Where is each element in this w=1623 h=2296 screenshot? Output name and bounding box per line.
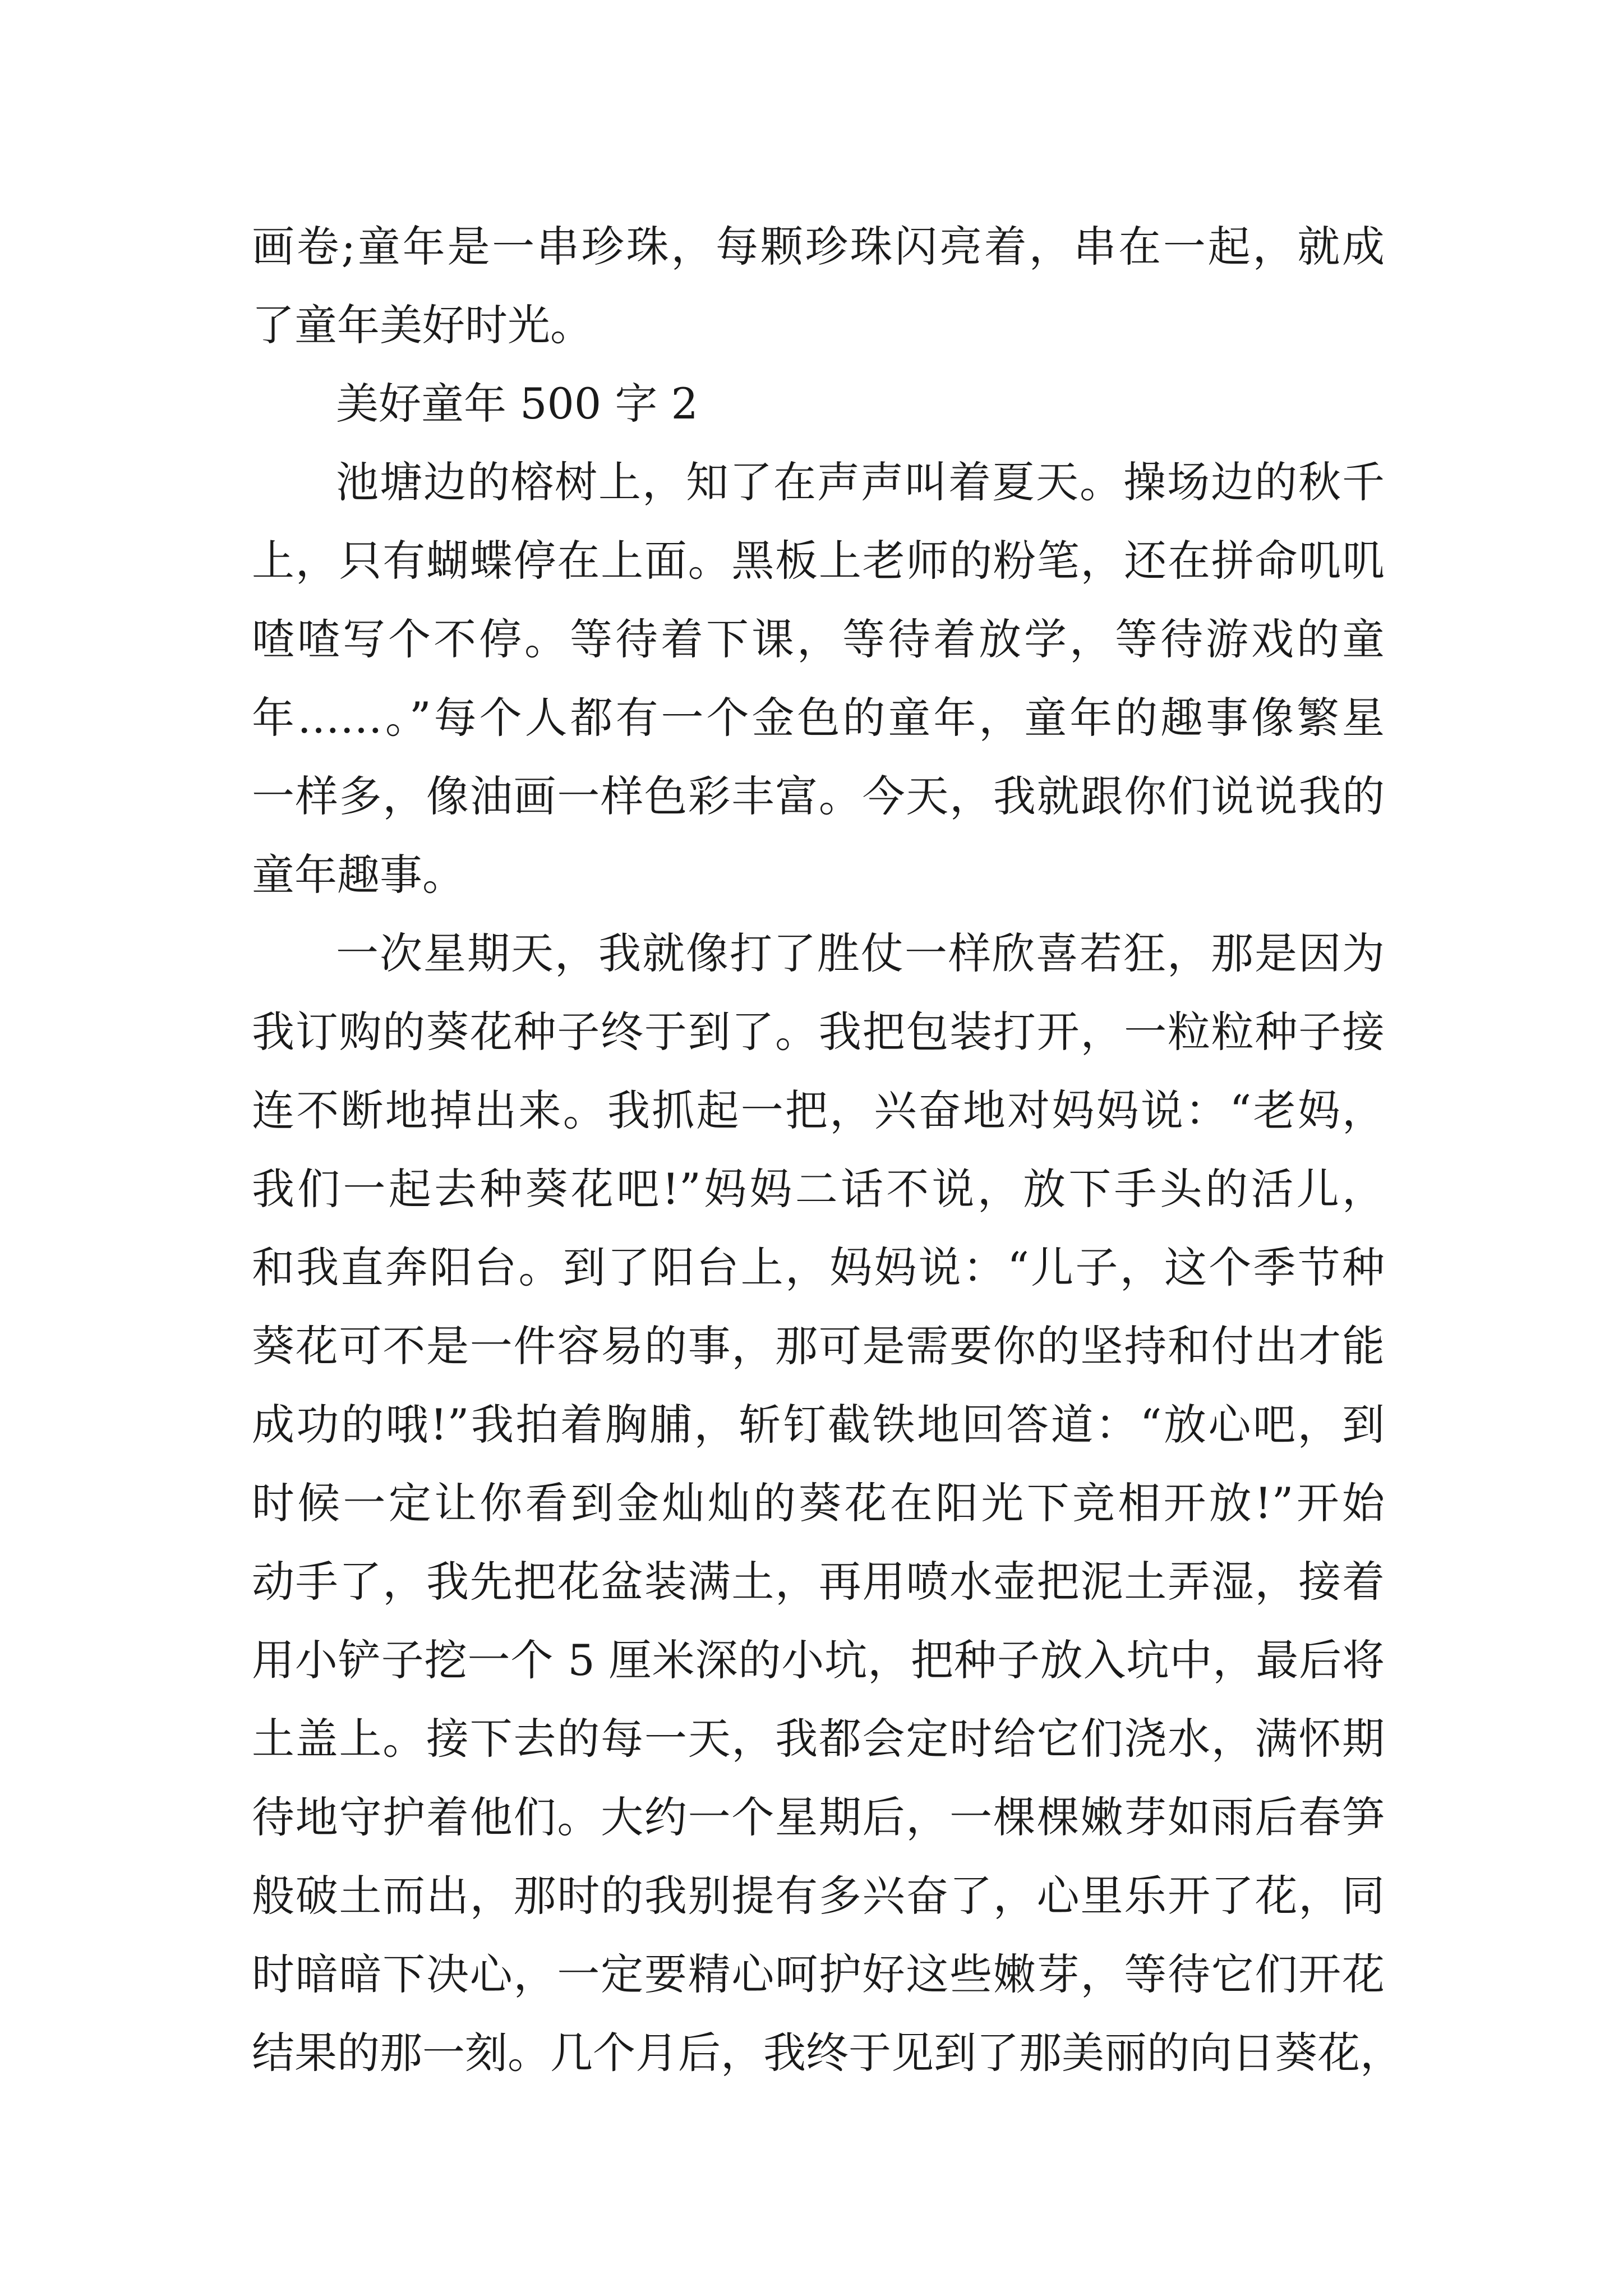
text-line: 我们一起去种葵花吧!”妈妈二话不说，放下手头的活儿， bbox=[252, 1164, 1385, 1214]
text-line: 动手了，我先把花盆装满土，再用喷水壶把泥土弄湿，接着 bbox=[252, 1557, 1385, 1607]
section-heading: 美好童年 500 字 2 bbox=[336, 379, 698, 429]
text-line: 时暗暗下决心，一定要精心呵护好这些嫩芽，等待它们开花 bbox=[252, 1949, 1385, 1999]
text-line: 了童年美好时光。 bbox=[252, 300, 593, 350]
text-line: 待地守护着他们。大约一个星期后，一棵棵嫩芽如雨后春笋 bbox=[252, 1792, 1385, 1842]
text-line: 结果的那一刻。几个月后，我终于见到了那美丽的向日葵花， bbox=[252, 2028, 1403, 2078]
text-line: 葵花可不是一件容易的事，那可是需要你的坚持和付出才能 bbox=[252, 1321, 1385, 1371]
text-line: 喳喳写个不停。等待着下课，等待着放学，等待游戏的童 bbox=[252, 614, 1385, 664]
text-line: 一次星期天，我就像打了胜仗一样欣喜若狂，那是因为 bbox=[336, 928, 1385, 978]
text-line: 和我直奔阳台。到了阳台上，妈妈说：“儿子，这个季节种 bbox=[252, 1243, 1385, 1292]
text-line: 上，只有蝴蝶停在上面。黑板上老师的粉笔，还在拼命叽叽 bbox=[252, 536, 1385, 586]
text-line: 用小铲子挖一个 5 厘米深的小坑，把种子放入坑中，最后将 bbox=[252, 1635, 1385, 1685]
text-line: 土盖上。接下去的每一天，我都会定时给它们浇水，满怀期 bbox=[252, 1714, 1385, 1764]
text-line: 我订购的葵花种子终于到了。我把包装打开，一粒粒种子接 bbox=[252, 1007, 1385, 1057]
text-line: 一样多，像油画一样色彩丰富。今天，我就跟你们说说我的 bbox=[252, 771, 1385, 821]
text-line: 画卷;童年是一串珍珠，每颗珍珠闪亮着，串在一起，就成 bbox=[252, 222, 1385, 272]
text-line: 成功的哦!”我拍着胸脯，斩钉截铁地回答道：“放心吧，到 bbox=[252, 1400, 1385, 1450]
text-line: 年……。”每个人都有一个金色的童年，童年的趣事像繁星 bbox=[252, 693, 1385, 743]
text-line: 童年趣事。 bbox=[252, 850, 465, 900]
text-line: 连不断地掉出来。我抓起一把，兴奋地对妈妈说：“老妈， bbox=[252, 1085, 1385, 1135]
text-line: 池塘边的榕树上，知了在声声叫着夏天。操场边的秋千 bbox=[336, 457, 1385, 507]
text-line: 时候一定让你看到金灿灿的葵花在阳光下竞相开放!”开始 bbox=[252, 1478, 1385, 1528]
text-line: 般破土而出，那时的我别提有多兴奋了，心里乐开了花，同 bbox=[252, 1871, 1385, 1921]
